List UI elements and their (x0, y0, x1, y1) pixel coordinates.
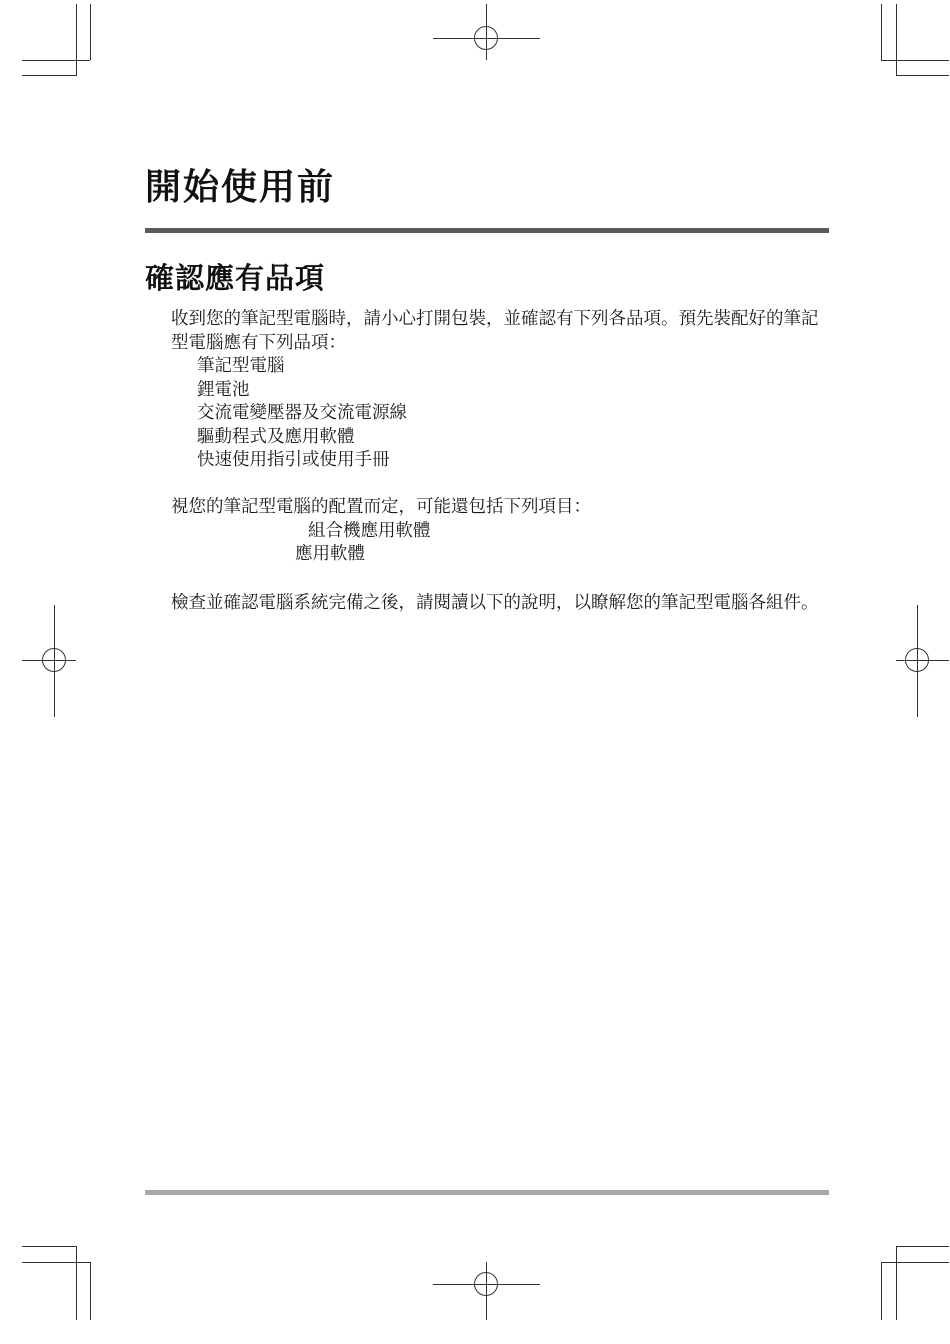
page-title: 開始使用前 (145, 167, 336, 208)
crop-mark (896, 4, 897, 76)
title-divider (145, 228, 829, 233)
crop-mark (76, 1246, 77, 1320)
list-item: 快速使用指引或使用手冊 (197, 450, 390, 470)
section-title: 確認應有品項 (145, 261, 326, 295)
list-item: 交流電變壓器及交流電源線 (197, 403, 407, 423)
crop-mark (881, 60, 949, 61)
optional-item: 組合機應用軟體 (308, 521, 431, 541)
crop-mark (881, 1262, 949, 1263)
crop-mark (896, 1246, 949, 1247)
closing-paragraph: 檢查並確認電腦系統完備之後，請閱讀以下的說明，以瞭解您的筆記型電腦各組件。 (171, 593, 819, 613)
list-item: 鋰電池 (197, 379, 250, 400)
crop-mark (22, 1246, 76, 1247)
footer-divider (145, 1190, 829, 1195)
list-item: 筆記型電腦 (197, 356, 285, 376)
crop-mark (90, 4, 91, 60)
crop-mark (896, 75, 949, 76)
registration-crosshair-icon (905, 648, 929, 672)
registration-crosshair-icon (474, 1272, 498, 1296)
list-item: 驅動程式及應用軟體 (197, 426, 355, 447)
crop-mark (22, 75, 76, 76)
crop-mark (22, 60, 90, 61)
optional-item: 應用軟體 (295, 544, 365, 564)
crop-mark (90, 1262, 91, 1320)
optional-items-intro: 視您的筆記型電腦的配置而定，可能還包括下列項目： (171, 497, 591, 517)
crop-mark (896, 1246, 897, 1320)
registration-crosshair-icon (474, 26, 498, 50)
crop-mark (881, 4, 882, 60)
included-items-list (197, 355, 407, 473)
crop-mark (76, 4, 77, 76)
intro-paragraph: 收到您的筆記型電腦時，請小心打開包裝，並確認有下列各品項。預先裝配好的筆記型電腦應有下列品項： (171, 309, 819, 353)
registration-crosshair-icon (42, 648, 66, 672)
crop-mark (881, 1262, 882, 1320)
crop-mark (22, 1262, 90, 1263)
